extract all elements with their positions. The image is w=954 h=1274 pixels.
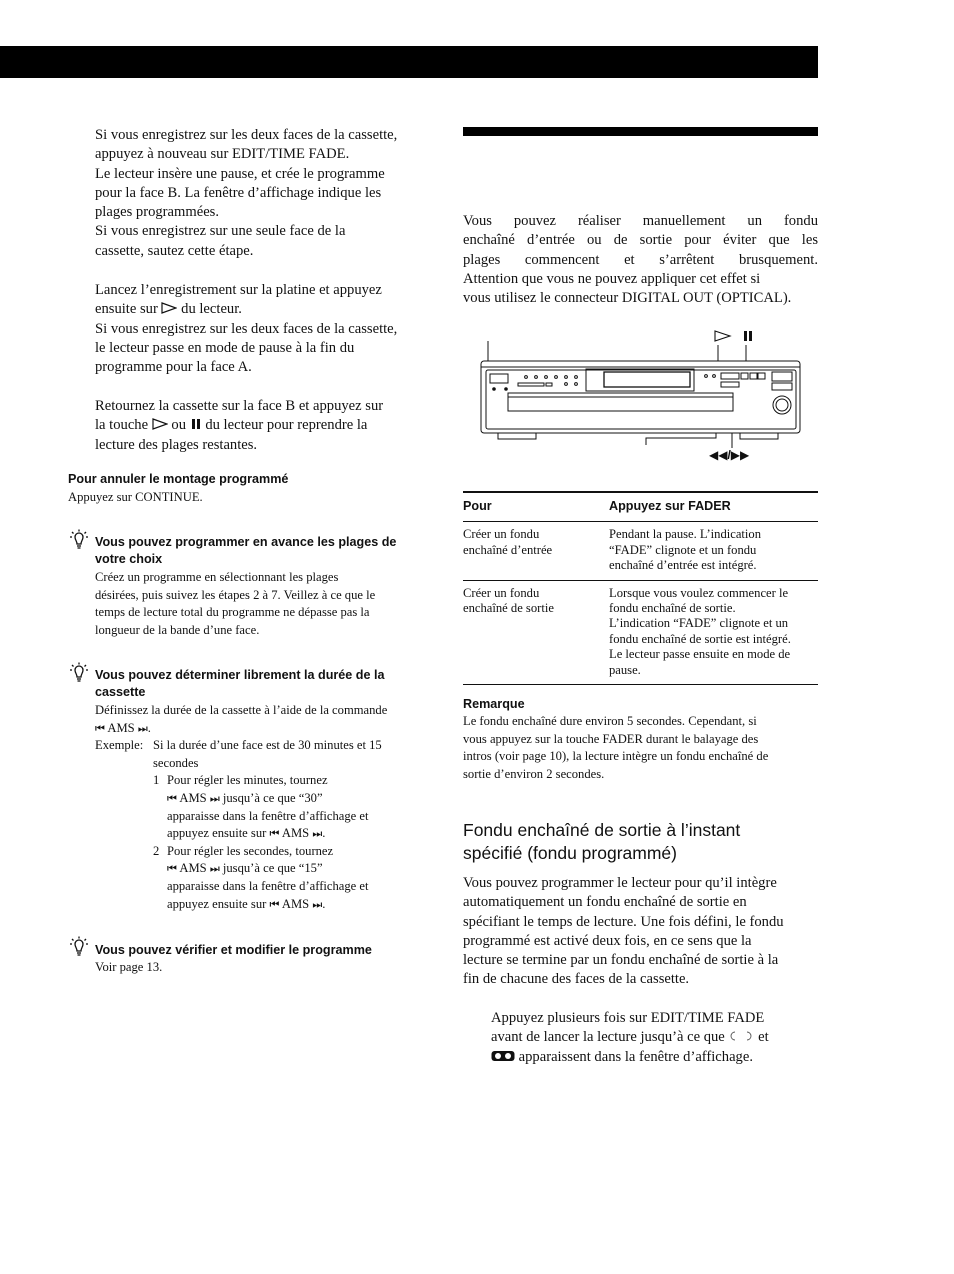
text-fragment: AMS: [179, 861, 207, 876]
ams-next-icon: ⏭: [312, 897, 323, 911]
cd-player-diagram: [478, 325, 808, 465]
text-fragment: appuyez ensuite sur: [167, 826, 267, 841]
heading-line: Vous pouvez programmer en avance les plages de: [95, 535, 397, 549]
text-line: intros (voir page 10), la lecture intègre un fondu enchaîné de: [463, 749, 769, 764]
tape-side-a-icon: [728, 1030, 754, 1042]
text-line: cassette, sautez cette étape.: [95, 242, 254, 259]
text-line: apparaisse dans la fenêtre d’affichage et: [167, 808, 369, 823]
tip2-text: [95, 702, 440, 913]
text-line: [95, 300, 435, 319]
section-rule: [463, 127, 818, 136]
text-line: Si vous enregistrez sur les deux faces de la cassette,: [95, 127, 398, 143]
lightbulb-tip-icon: [69, 936, 89, 958]
ams-prev-icon: ⏮: [167, 791, 177, 805]
cell-line: pause.: [609, 662, 641, 677]
cell-line: “FADE” clignote et un fondu: [609, 542, 757, 557]
text-line: enchaîné d’entrée ou de sortie pour éviter que les: [463, 232, 818, 249]
cell-line: Pendant la pause. L’indication: [609, 527, 762, 542]
ams-next-icon: ⏭: [312, 827, 323, 841]
ams-next-icon: ⏭: [209, 791, 220, 805]
ams-prev-icon: ⏮: [269, 897, 280, 911]
text-line: apparaisse dans la fenêtre d’affichage et: [167, 878, 369, 893]
cell-line: fondu enchaîné de sortie est intégré.: [609, 631, 791, 646]
remark-heading: Remarque: [463, 697, 525, 711]
text-line: sortie d’environ 2 secondes.: [463, 766, 605, 781]
example-row: [95, 737, 440, 772]
example-steps: [153, 772, 440, 913]
text-line: secondes: [153, 755, 199, 770]
table-cell: [463, 580, 609, 684]
text-line: appuyez ensuite sur ⏮ AMS ⏭.: [167, 826, 326, 841]
text-line: Retournez la cassette sur la face B et appuyez sur: [95, 398, 384, 414]
text-fragment: AMS: [281, 896, 310, 911]
text-line: appuyez à nouveau sur EDIT/TIME FADE.: [95, 146, 350, 163]
section-title: [463, 819, 823, 865]
cell-line: enchaîné de sortie: [463, 601, 554, 616]
text-line: Pour régler les secondes, tournez: [167, 843, 334, 858]
title-line: Fondu enchaîné de sortie à l’instant: [463, 820, 741, 840]
example-step-2: [153, 843, 440, 913]
text-line: [167, 860, 369, 878]
table-header-row: [463, 493, 818, 522]
pause-icon: [190, 418, 202, 430]
text-line: plages commencent et s’arrêtent brusquement.: [463, 251, 818, 268]
text-line: appuyez ensuite sur ⏮ AMS ⏭.: [167, 896, 326, 911]
text-line: vous appuyez sur la touche FADER durant le balayage des: [463, 731, 759, 746]
text-fragment: AMS: [281, 826, 310, 841]
text-line: spécifiant le temps de lecture. Une fois défini, le fondu: [463, 913, 784, 930]
ams-prev-icon: ⏮: [269, 827, 280, 841]
text-line: fin de chacune des faces de la cassette.: [463, 971, 690, 988]
tip1-heading: [95, 534, 435, 568]
cell-line: Créer un fondu: [463, 585, 540, 600]
text-line: ⏮ AMS ⏭.: [95, 720, 151, 735]
intro-text: [463, 212, 818, 308]
tip3-heading: Vous pouvez vérifier et modifier le programme: [95, 943, 372, 957]
ams-prev-icon: ⏮: [167, 862, 177, 876]
text-line: lecture des plages restantes.: [95, 436, 258, 453]
fader-table: [463, 493, 818, 685]
table-header: Appuyez sur FADER: [609, 499, 731, 513]
play-icon: [715, 331, 730, 341]
text-line: temps de lecture total du programme ne dépasse pas la: [95, 605, 370, 620]
ams-next-icon: ⏭: [137, 721, 148, 735]
text-line: [491, 1028, 821, 1047]
text-line: vous utilisez le connecteur DIGITAL OUT (OPTICAL).: [463, 290, 792, 307]
remark-text: [463, 713, 823, 783]
section-text: [463, 874, 823, 990]
text-line: longueur de la bande d’une face.: [95, 622, 260, 637]
cell-line: L’indication “FADE” clignote et un: [609, 616, 789, 631]
table-header: Pour: [463, 499, 492, 513]
text-line: désirées, puis suivez les étapes 2 à 7. Veillez à ce que le: [95, 587, 376, 602]
play-icon: [152, 418, 168, 430]
title-line: spécifié (fondu programmé): [463, 843, 677, 863]
example-step-1: [153, 772, 440, 842]
text-line: programme pour la face A.: [95, 359, 252, 376]
text-fragment: ensuite sur: [95, 301, 158, 318]
text-line: Si vous enregistrez sur une seule face de la: [95, 223, 346, 240]
text-line: Lancez l’enregistrement sur la platine et appuyez: [95, 282, 382, 298]
cancel-text: Appuyez sur CONTINUE.: [68, 490, 203, 504]
table-cell: [609, 580, 818, 684]
text-line: Le fondu enchaîné dure environ 5 secondes. Cependant, si: [463, 714, 757, 728]
tape-side-b-icon: [491, 1050, 515, 1062]
text-fragment: jusqu’à ce que “30”: [222, 790, 323, 805]
table-cell: [463, 522, 609, 580]
text-fragment: avant de lancer la lecture jusqu’à ce que: [491, 1029, 725, 1046]
cell-line: enchaîné d’entrée est intégré.: [609, 558, 757, 573]
text-fragment: et: [758, 1029, 769, 1046]
tip3-text: Voir page 13.: [95, 960, 163, 974]
text-line: [491, 1048, 821, 1067]
text-line: programmé est activé deux fois, en ce sens que la: [463, 932, 752, 949]
cell-line: Lorsque vous voulez commencer le: [609, 585, 789, 600]
cancel-heading: Pour annuler le montage programmé: [68, 472, 289, 486]
text-fragment: du lecteur pour reprendre la: [205, 417, 368, 434]
text-fragment: ou: [171, 417, 186, 434]
ams-next-icon: ⏭: [209, 862, 220, 876]
cell-line: Créer un fondu: [463, 527, 540, 542]
step-number: 1: [153, 773, 160, 788]
text-line: Vous pouvez réaliser manuellement un fondu: [463, 213, 818, 229]
text-line: Pour régler les minutes, tournez: [167, 773, 328, 788]
step-number: 2: [153, 843, 160, 858]
step-a-text: [95, 126, 435, 261]
text-fragment: AMS: [107, 720, 135, 735]
cell-line: Le lecteur passe ensuite en mode de: [609, 647, 791, 662]
text-line: plages programmées.: [95, 204, 220, 221]
section-step-text: [491, 1009, 821, 1067]
text-line: [167, 790, 369, 808]
text-line: le lecteur passe en mode de pause à la fin du: [95, 339, 355, 356]
text-fragment: AMS: [179, 790, 207, 805]
text-line: automatiquement un fondu enchaîné de sortie en: [463, 894, 747, 911]
text-line: Définissez la durée de la cassette à l’aide de la commande: [95, 703, 388, 717]
text-line: Vous pouvez programmer le lecteur pour qu’il intègre: [463, 875, 777, 891]
ams-prev-icon: ⏮: [95, 721, 105, 735]
heading-line: cassette: [95, 685, 146, 699]
table-row: [463, 522, 818, 580]
example-body: [153, 737, 382, 772]
skip-label: ◀◀/▶▶: [709, 448, 750, 462]
table-row: [463, 580, 818, 684]
text-line: pour la face B. La fenêtre d’affichage indique les: [95, 184, 382, 201]
text-fragment: la touche: [95, 417, 149, 434]
text-line: Si la durée d’une face est de 30 minutes et 15: [153, 738, 382, 753]
text-line: lecture se termine par un fondu enchaîné de sortie à la: [463, 952, 779, 969]
tip1-text: [95, 569, 435, 639]
text-line: Si vous enregistrez sur les deux faces de la cassette,: [95, 320, 398, 337]
table-cell: [609, 522, 818, 580]
text-fragment: du lecteur.: [181, 301, 242, 318]
step-b-text: [95, 281, 435, 377]
fader-table-wrap: [463, 491, 818, 685]
text-line: Le lecteur insère une pause, et crée le programme: [95, 165, 385, 182]
text-line: Créez un programme en sélectionnant les plages: [95, 570, 339, 584]
cell-line: enchaîné d’entrée: [463, 542, 553, 557]
text-fragment: apparaissent dans la fenêtre d’affichage.: [518, 1048, 753, 1065]
heading-line: votre choix: [95, 552, 163, 566]
text-line: [95, 416, 435, 435]
heading-line: Vous pouvez déterminer librement la durée de la: [95, 668, 385, 682]
example-label: Exemple:: [95, 738, 144, 753]
text-line: Attention que vous ne pouvez appliquer cet effet si: [463, 270, 761, 287]
text-line: Appuyez plusieurs fois sur EDIT/TIME FADE: [491, 1010, 765, 1026]
header-band: [0, 46, 818, 78]
cell-line: fondu enchaîné de sortie.: [609, 601, 736, 616]
pause-icon: [744, 331, 747, 341]
text-fragment: jusqu’à ce que “15”: [222, 861, 323, 876]
tip2-heading: [95, 667, 435, 701]
text-fragment: appuyez ensuite sur: [167, 896, 267, 911]
lightbulb-tip-icon: [69, 529, 89, 551]
play-icon: [161, 302, 177, 314]
step-c-text: [95, 397, 435, 455]
lightbulb-tip-icon: [69, 662, 89, 684]
